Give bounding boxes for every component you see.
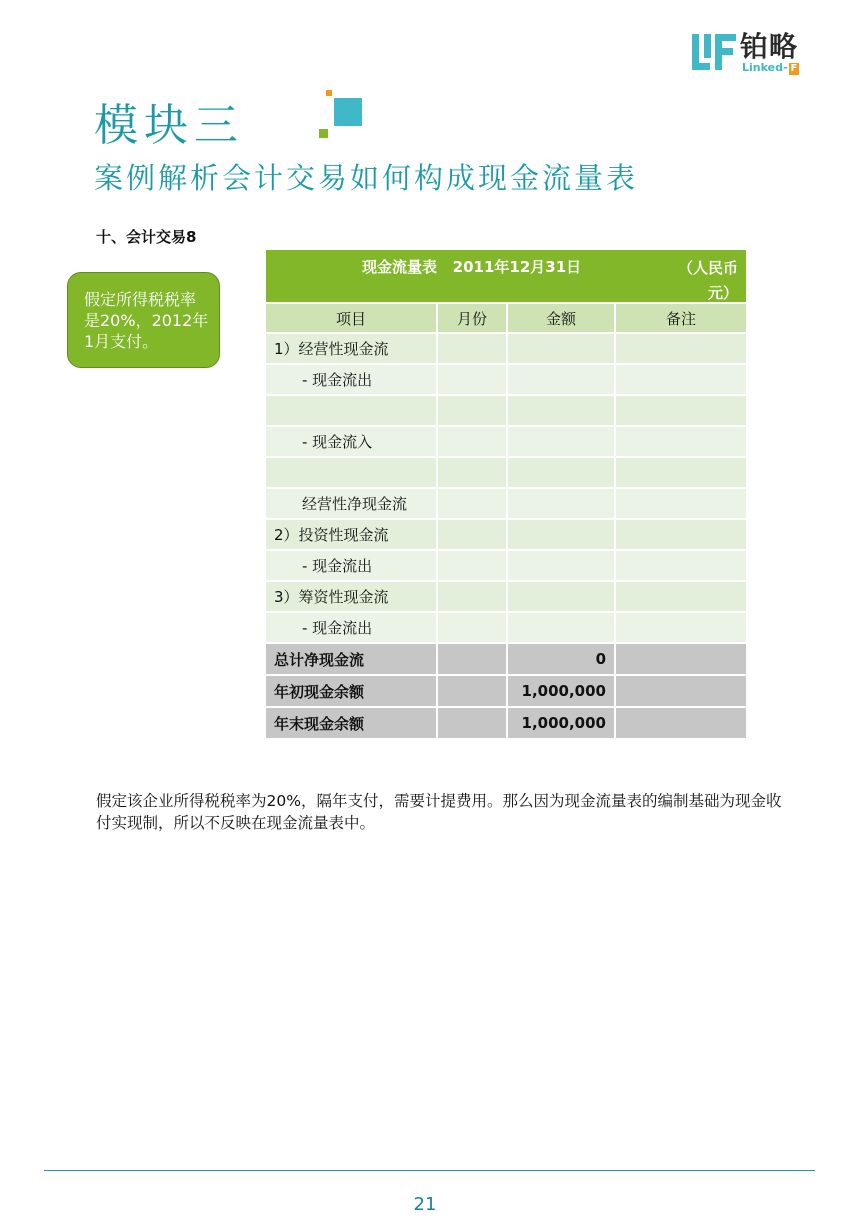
row-label: 1）经营性现金流 <box>265 333 437 364</box>
table-row <box>265 333 747 364</box>
brand-logo-mark-icon <box>692 32 736 70</box>
row-label: - 现金流出 <box>265 550 437 581</box>
column-header-month: 月份 <box>437 303 507 333</box>
row-month-cell <box>437 519 507 550</box>
total-remark-cell <box>615 675 747 707</box>
row-remark-cell <box>615 488 747 519</box>
table-row <box>265 581 747 612</box>
total-label: 年初现金余额 <box>265 675 437 707</box>
row-amount-cell <box>507 519 615 550</box>
table-unit: （人民币元） <box>677 259 738 302</box>
row-remark-cell <box>615 519 747 550</box>
row-remark-cell <box>615 581 747 612</box>
row-amount-cell <box>507 581 615 612</box>
page-number: 21 <box>413 1194 437 1215</box>
row-month-cell <box>437 364 507 395</box>
row-amount-cell <box>507 333 615 364</box>
row-remark-cell <box>615 550 747 581</box>
row-amount-cell <box>507 612 615 643</box>
table-header-row <box>265 303 747 333</box>
total-remark-cell <box>615 643 747 675</box>
total-month-cell <box>437 707 507 739</box>
table-row <box>265 426 747 457</box>
row-label: - 现金流入 <box>265 426 437 457</box>
row-remark-cell <box>615 395 747 426</box>
total-amount-cell: 1,000,000 <box>507 707 615 739</box>
table-total-row <box>265 675 747 707</box>
decorative-squares-icon <box>316 90 366 142</box>
row-remark-cell <box>615 612 747 643</box>
brand-name-en: Linked- F <box>742 61 798 74</box>
row-month-cell <box>437 333 507 364</box>
row-remark-cell <box>615 364 747 395</box>
footer-divider <box>44 1170 815 1171</box>
section-heading: 十、会计交易8 <box>96 228 197 246</box>
row-month-cell <box>437 612 507 643</box>
column-header-item: 项目 <box>265 303 437 333</box>
table-row <box>265 550 747 581</box>
row-label <box>265 457 437 488</box>
row-remark-cell <box>615 457 747 488</box>
row-month-cell <box>437 581 507 612</box>
brand-name-cn: 铂略 <box>740 30 799 63</box>
column-header-amount: 金额 <box>507 303 615 333</box>
total-amount-cell: 1,000,000 <box>507 675 615 707</box>
total-amount-cell: 0 <box>507 643 615 675</box>
row-label <box>265 395 437 426</box>
row-amount-cell <box>507 488 615 519</box>
table-total-row <box>265 643 747 675</box>
total-label: 年末现金余额 <box>265 707 437 739</box>
row-amount-cell <box>507 550 615 581</box>
row-label: 3）筹资性现金流 <box>265 581 437 612</box>
module-title: 模块三 <box>94 100 244 151</box>
row-month-cell <box>437 488 507 519</box>
column-header-remark: 备注 <box>615 303 747 333</box>
row-month-cell <box>437 457 507 488</box>
row-month-cell <box>437 426 507 457</box>
row-remark-cell <box>615 333 747 364</box>
table-row <box>265 457 747 488</box>
table-title-row <box>265 249 747 303</box>
row-amount-cell <box>507 395 615 426</box>
table-row <box>265 519 747 550</box>
row-label: 2）投资性现金流 <box>265 519 437 550</box>
total-month-cell <box>437 643 507 675</box>
table-row <box>265 395 747 426</box>
row-label: - 现金流出 <box>265 364 437 395</box>
table-row <box>265 364 747 395</box>
row-label: - 现金流出 <box>265 612 437 643</box>
total-remark-cell <box>615 707 747 739</box>
row-month-cell <box>437 550 507 581</box>
table-total-row <box>265 707 747 739</box>
table-title: 现金流量表 2011年12月31日 <box>362 258 582 276</box>
total-label: 总计净现金流 <box>265 643 437 675</box>
assumption-note-box: 假定所得税税率是20%，2012年1月支付。 <box>67 272 220 368</box>
explanation-paragraph: 假定该企业所得税税率为20%，隔年支付，需要计提费用。那么因为现金流量表的编制基础为现金收付实现制，所以不反映在现金流量表中。 <box>96 792 782 832</box>
brand-logo <box>692 32 812 74</box>
total-month-cell <box>437 675 507 707</box>
table-row <box>265 488 747 519</box>
row-amount-cell <box>507 426 615 457</box>
module-subtitle: 案例解析会计交易如何构成现金流量表 <box>94 161 639 195</box>
cash-flow-table <box>264 248 748 740</box>
row-month-cell <box>437 395 507 426</box>
row-label: 经营性净现金流 <box>265 488 437 519</box>
row-amount-cell <box>507 364 615 395</box>
table-row <box>265 612 747 643</box>
row-remark-cell <box>615 426 747 457</box>
row-amount-cell <box>507 457 615 488</box>
